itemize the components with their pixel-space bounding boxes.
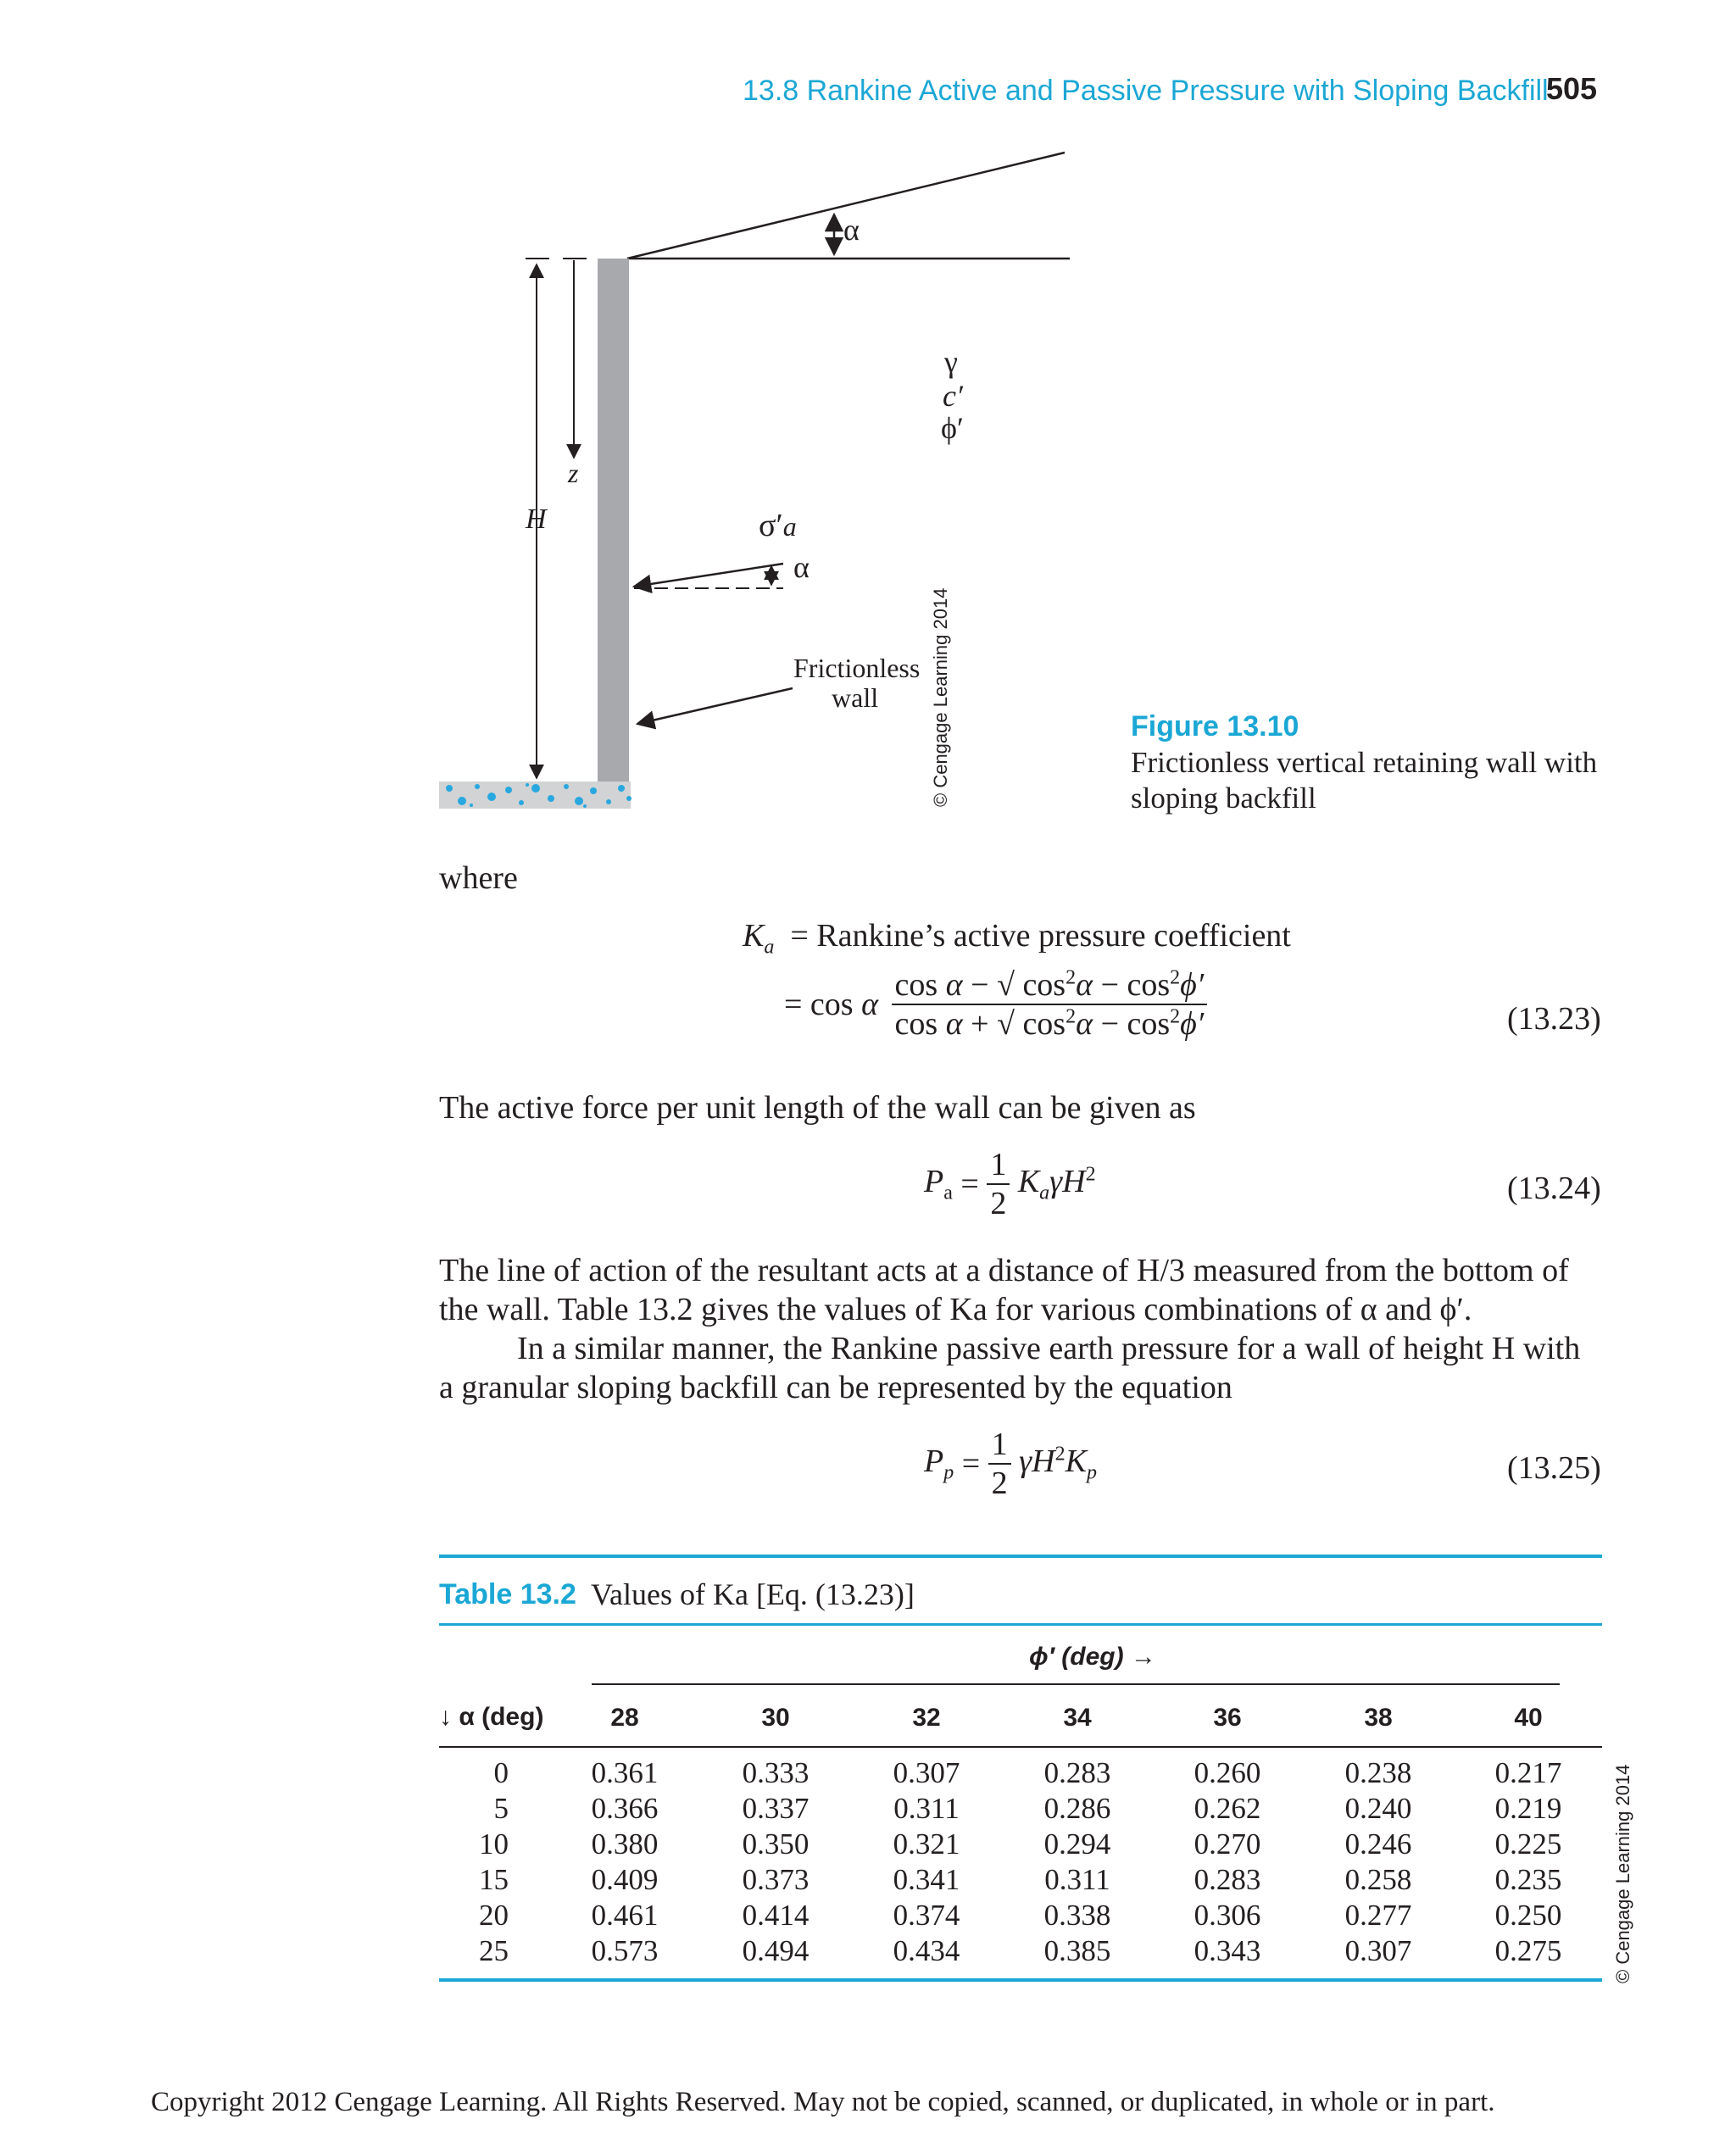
ka-value-cell: 0.307 [893,1756,960,1789]
ka-value-cell: 0.283 [1043,1756,1111,1789]
alpha-cell: 0 [493,1756,509,1789]
gamma-label: γ [944,345,958,379]
c-prime-label: c′ [943,379,963,413]
phi-prime-label: ϕ′ [941,411,964,445]
paragraph-2-line-1: In a similar manner, the Rankine passive earth pressure for a wall of height H with [517,1331,1581,1366]
table-bottom-rule [439,1978,1602,1982]
ka-value-cell: 0.238 [1344,1756,1412,1789]
ka-value-cell: 0.294 [1043,1827,1111,1861]
ka-value-cell: 0.385 [1043,1934,1111,1967]
ka-value-cell: 0.277 [1344,1899,1412,1932]
equation-13-24: $P_a$ = $\frac{1}{2}$ $K_a\gamma H^2$ [924,1147,1096,1221]
equation-13-24-number: (13.24) [1507,1171,1601,1206]
alpha-cell: 15 [479,1863,509,1896]
ka-value-cell: 0.350 [742,1827,810,1861]
ka-value-cell: 0.343 [1194,1934,1261,1967]
ka-value-cell: 0.235 [1494,1863,1562,1896]
ka-value-cell: 0.311 [1044,1863,1110,1896]
ka-value-cell: 0.250 [1494,1899,1562,1932]
ka-value-cell: 0.283 [1194,1863,1261,1896]
ka-value-cell: 0.337 [742,1792,810,1825]
ka-value-cell: 0.409 [591,1863,659,1896]
equation-13-25: $P_p$ = $\frac{1}{2}$ $\gamma H^2K_p$ [924,1427,1097,1501]
phi-column-header: 28 [610,1704,639,1732]
ka-symbol: $K_a$ [743,918,775,959]
phi-header: ϕ′ (deg) → [1029,1643,1156,1671]
H-label: H [526,503,547,535]
equation-13-25-number: (13.25) [1507,1450,1601,1486]
phi-column-header: 40 [1514,1704,1543,1732]
ka-value-cell: 0.260 [1194,1756,1261,1789]
alpha-cell: 25 [479,1934,509,1967]
sigma-symbol: σ′ [759,508,783,543]
ka-definition: $K_a$ = Rankine’s active pressure coefficient [743,918,1291,959]
frictionless-wall [598,259,629,808]
table-label: Table 13.2 [439,1578,576,1610]
active-force-text: The active force per unit length of the wall can be given as [439,1090,1196,1126]
ka-value-cell: 0.366 [591,1792,659,1825]
alpha-cell: 20 [479,1899,509,1932]
figure-caption-line2: sloping backfill [1131,781,1316,815]
paragraph-1-line-2: the wall. Table 13.2 gives the values of Ka for various combinations of α and ϕ′. [439,1292,1472,1327]
sigma-a-label [759,507,797,544]
ka-value-cell: 0.307 [1344,1934,1412,1967]
phi-column-header: 30 [761,1704,790,1732]
ka-value-cell: 0.311 [893,1792,960,1825]
ka-value-cell: 0.380 [591,1827,659,1861]
table-top-rule [439,1555,1602,1558]
phi-column-header: 32 [912,1704,941,1732]
ka-value-cell: 0.373 [742,1863,810,1896]
figure-copyright-vertical: © Cengage Learning 2014 [930,587,951,807]
page-number: 505 [1546,71,1598,106]
ka-value-cell: 0.275 [1494,1934,1562,1967]
ka-value-cell: 0.240 [1344,1792,1412,1825]
ka-value-cell: 0.321 [893,1827,960,1861]
phi-column-header: 36 [1213,1704,1242,1732]
ka-value-cell: 0.414 [742,1899,810,1932]
ka-value-cell: 0.258 [1344,1863,1412,1896]
ka-value-cell: 0.217 [1494,1756,1562,1789]
wall-label-2: wall [832,682,879,713]
z-label: z [568,458,579,488]
footer-copyright: Copyright 2012 Cengage Learning. All Rights Reserved. May not be copied, scanned, or duplicated, in whole or in part. [151,2087,1495,2117]
figure-caption-number: Figure 13.10 [1131,710,1299,743]
table-header-rule [439,1746,1602,1748]
ka-value-cell: 0.333 [742,1756,810,1789]
ka-value-cell: 0.262 [1194,1792,1261,1825]
ka-value-cell: 0.341 [893,1863,960,1896]
running-title: 13.8 Rankine Active and Passive Pressure with Sloping Backfill [743,75,1549,107]
phi-column-header: 38 [1364,1704,1393,1732]
retaining-wall-figure [0,0,1736,848]
ka-value-cell: 0.434 [893,1934,960,1967]
wall-label-1: Frictionless [793,653,921,683]
table-caption: Values of Ka [Eq. (13.23)] [591,1577,915,1611]
where-text: where [439,860,518,896]
ka-value-cell: 0.573 [591,1934,659,1967]
ka-value-cell: 0.494 [742,1934,810,1967]
equation-13-23-number: (13.23) [1507,1001,1601,1037]
phi-column-header: 34 [1063,1704,1092,1732]
alpha-cell: 10 [479,1827,509,1861]
paragraph-1-line-1: The line of action of the resultant acts at a distance of H/3 measured from the bottom of [439,1253,1569,1288]
phi-header-rule [592,1683,1560,1685]
ka-value-cell: 0.338 [1043,1899,1111,1932]
paragraph-2-line-2: a granular sloping backfill can be represented by the equation [439,1370,1232,1405]
alpha-cell: 5 [493,1792,509,1825]
ka-value-cell: 0.246 [1344,1827,1412,1861]
ka-value-cell: 0.286 [1043,1792,1111,1825]
table-copyright-vertical: © Cengage Learning 2014 [1612,1764,1633,1983]
equation-13-23: = cos α $\frac{\cos \alpha - √ \cos^2\alpha - \cos^2\phi'}{\cos \alpha + √ \cos^2\alpha - \cos^2\phi'}$ [784,966,1207,1043]
ka-value-cell: 0.374 [893,1899,960,1932]
ka-definition-text: Rankine’s active pressure coefficient [816,918,1291,954]
ka-value-cell: 0.461 [591,1899,659,1932]
ka-value-cell: 0.225 [1494,1827,1562,1861]
table-caption-rule [439,1623,1602,1626]
figure-caption-line1: Frictionless vertical retaining wall with [1131,746,1598,779]
ka-value-cell: 0.306 [1194,1899,1261,1932]
ka-value-cell: 0.361 [591,1756,659,1789]
alpha-top-label: α [843,213,860,247]
alpha-header: ↓ α (deg) [439,1703,544,1731]
alpha-mid-label: α [793,550,810,584]
ka-value-cell: 0.270 [1194,1827,1261,1861]
ka-value-cell: 0.219 [1494,1792,1562,1825]
sigma-subscript: a [782,511,797,542]
